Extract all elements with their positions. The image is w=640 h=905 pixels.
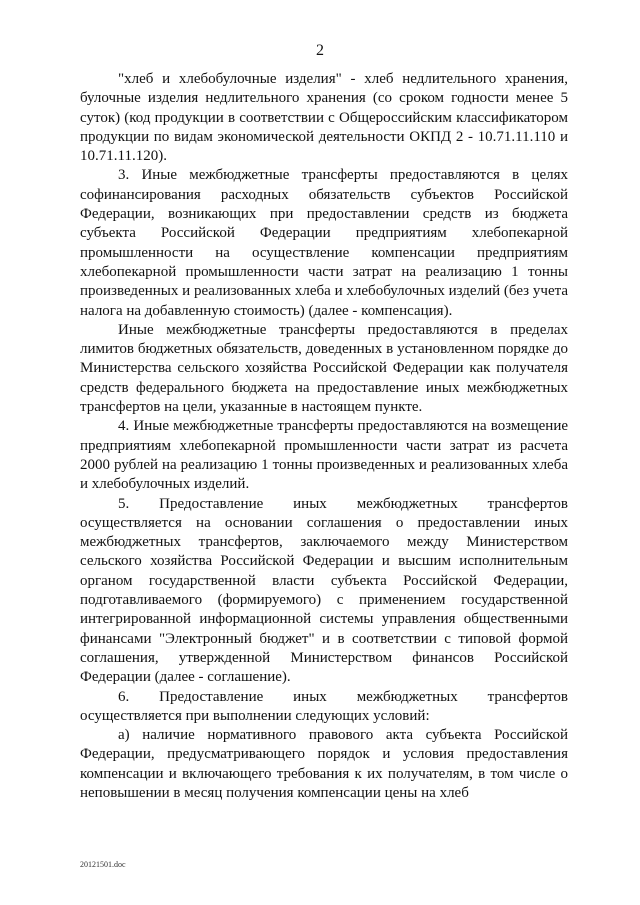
page-number: 2 (316, 42, 324, 59)
paragraph-4: 4. Иные межбюджетные трансферты предоставляются на возмещение предприятиям хлебопекарной промышленности части затрат из расчета 2000 рублей на реализацию 1 тонны произведенных и реализованных хлеба и хлебобулочных изделий. (80, 418, 568, 493)
paragraph-6a: а) наличие нормативного правового акта субъекта Российской Федерации, предусматривающего порядок и условия предоставления компенсации и включающего требования к их получателям, в том числе о неповышении в месяц получения компенсации цены на хлеб (80, 727, 568, 801)
document-body (80, 70, 568, 803)
paragraph-5: 5. Предоставление иных межбюджетных трансфертов осуществляется на основании соглашения о предоставлении иных межбюджетных трансфертов, заключаемого между Министерством сельского хозяйства Российской Федерации и высшим исполнительным органом государственной власти субъекта Российской Федерации, подготавливаемого (формируемого) с применением государственной интегрированной информационной системы управления общественными финансами "Электронный бюджет" и в соответствии с типовой формой соглашения, утвержденной Министерством финансов Российской Федерации (далее - соглашение). (80, 495, 568, 686)
paragraph-3: 3. Иные межбюджетные трансферты предоставляются в целях софинансирования расходных обязательств субъектов Российской Федерации, возникающих при предоставлении средств из бюджета субъекта Российской Федерации предприятиям хлебопекарной промышленности на осуществление компенсации предприятиям хлебопекарной промышленности части затрат на реализацию 1 тонны произведенных и реализованных хлеба и хлебобулочных изделий (без учета налога на добавленную стоимость) (далее - компенсация). (80, 167, 568, 319)
footer-filename: 20121501.doc (80, 860, 126, 869)
paragraph-6: 6. Предоставление иных межбюджетных трансфертов осуществляется при выполнении следующих условий: (80, 688, 568, 724)
paragraph-definition: "хлеб и хлебобулочные изделия" - хлеб недлительного хранения, булочные изделия недлительного хранения (со сроком годности менее 5 суток) (код продукции в соответствии с Общероссийским классификатором продукции по видам экономической деятельности ОКПД 2 - 10.71.11.110 и 10.71.11.120). (80, 71, 568, 165)
paragraph-3-limits: Иные межбюджетные трансферты предоставляются в пределах лимитов бюджетных обязательств, доведенных в установленном порядке до Министерства сельского хозяйства Российской Федерации как получателя средств федерального бюджета на предоставление иных межбюджетных трансфертов на цели, указанные в настоящем пункте. (80, 321, 568, 416)
